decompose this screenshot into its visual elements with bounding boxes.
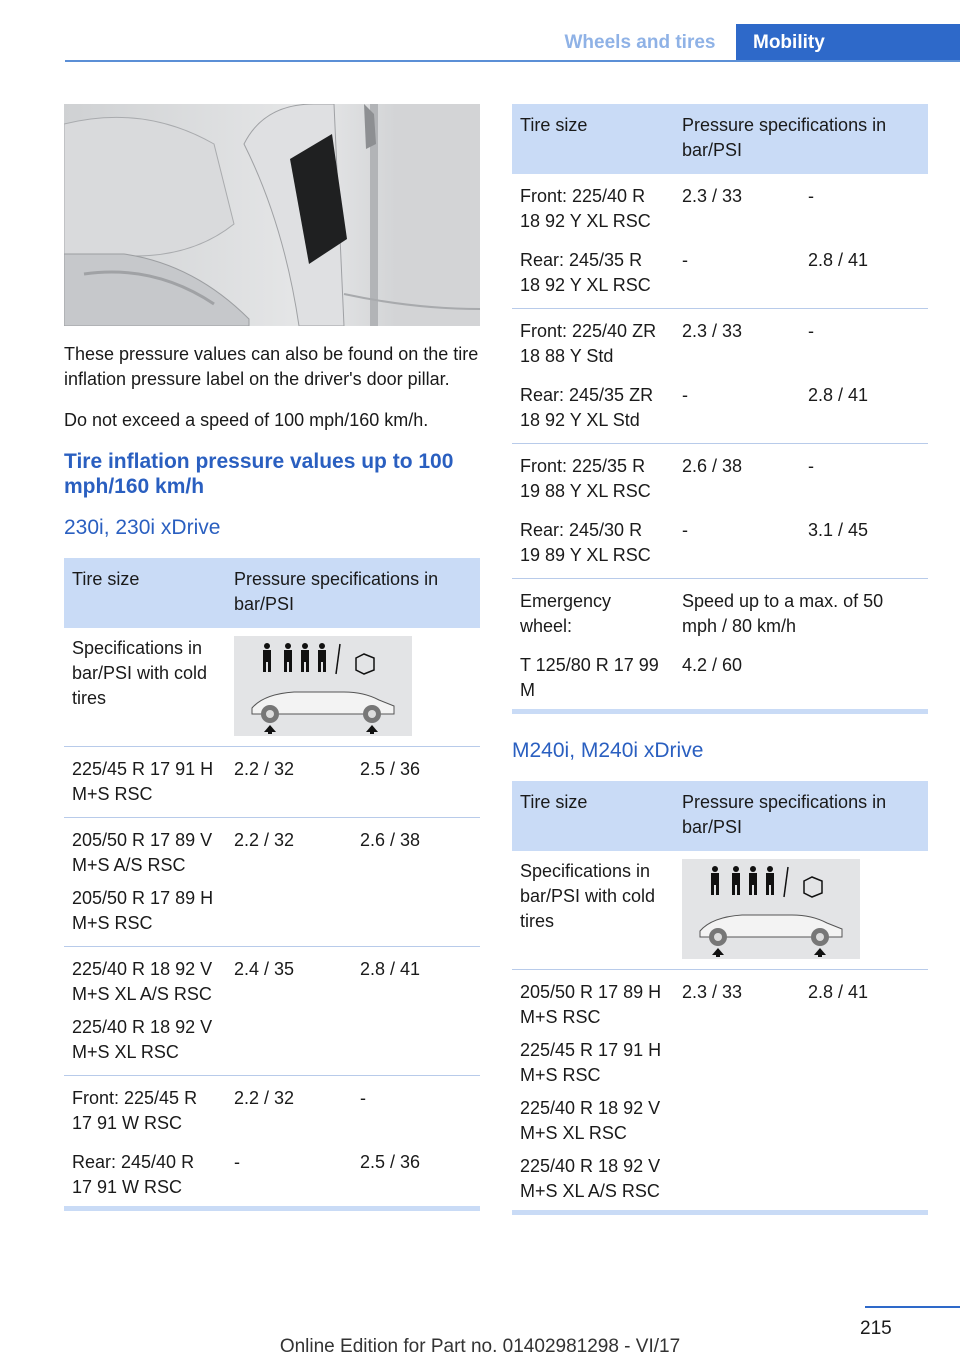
table-row xyxy=(64,1142,480,1206)
emergency-wheel-label: Emergency wheel: xyxy=(520,591,612,636)
table-row xyxy=(64,818,480,947)
table-row xyxy=(64,947,480,1076)
tire-size: 225/40 R 18 92 V M+S XL A/S RSC xyxy=(520,1156,661,1201)
pressure-value: 2.8 / 41 xyxy=(800,375,928,444)
pressure-value: 2.2 / 32 xyxy=(226,747,352,818)
spec-label: Specifications in bar/PSI with cold tires xyxy=(64,628,226,747)
pressure-value: - xyxy=(674,240,800,309)
tire-size: 205/50 R 17 89 V M+S A/S RSC xyxy=(72,830,213,875)
footer-rule xyxy=(865,1306,960,1308)
tire-size: Front: 225/35 R 19 88 Y XL RSC xyxy=(520,456,651,501)
pressure-value: 4.2 / 60 xyxy=(682,655,743,675)
left-column xyxy=(64,104,480,1211)
door-pillar-photo xyxy=(64,104,480,326)
tire-size: 225/40 R 18 92 V M+S XL RSC xyxy=(520,1098,661,1143)
emergency-speed-note: Speed up to a max. of 50 mph / 80 km/h xyxy=(682,591,884,636)
pressure-value: - xyxy=(808,321,814,341)
pressure-value: 2.8 / 41 xyxy=(808,982,869,1002)
load-condition-icon xyxy=(234,636,412,736)
tire-size: Rear: 245/40 R 17 91 W RSC xyxy=(72,1152,195,1197)
tire-size: Front: 225/45 R 17 91 W RSC xyxy=(72,1088,198,1133)
pressure-value: 2.5 / 36 xyxy=(360,1152,421,1172)
tire-size: 225/40 R 18 92 V M+S XL A/S RSC xyxy=(72,959,213,1004)
pressure-label-note: These pressure values can also be found on the tire inflation pressure label on the driver's door pillar. xyxy=(64,344,479,389)
header-section-title: Wheels and tires xyxy=(564,32,716,53)
pressure-table-m240i xyxy=(512,781,928,1210)
pressure-table-230i-continued xyxy=(512,104,928,709)
table-row xyxy=(64,747,480,818)
tire-size: 205/50 R 17 89 H M+S RSC xyxy=(72,888,214,933)
table-row xyxy=(512,645,928,709)
tire-size: 205/50 R 17 89 H M+S RSC xyxy=(520,982,662,1027)
pressure-value: - xyxy=(360,1088,366,1108)
pressure-value: 2.2 / 32 xyxy=(226,818,352,947)
table-row xyxy=(512,240,928,309)
pressure-value: - xyxy=(674,375,800,444)
table-row xyxy=(512,510,928,579)
column-header-pressure: Pressure specifications in bar/PSI xyxy=(674,781,928,851)
pressure-value: - xyxy=(234,1152,240,1172)
pressure-value: 2.6 / 38 xyxy=(352,818,480,947)
tire-size: 225/45 R 17 91 H M+S RSC xyxy=(64,747,226,818)
tire-size: Rear: 245/30 R 19 89 Y XL RSC xyxy=(512,510,674,579)
table-row xyxy=(512,375,928,444)
tire-size: Front: 225/40 ZR 18 88 Y Std xyxy=(520,321,657,366)
section-heading: Tire inflation pressure values up to 100 mph/160 km/h xyxy=(64,450,454,498)
column-header-tire-size: Tire size xyxy=(512,104,674,174)
pressure-table-230i xyxy=(64,558,480,1206)
page-number: 215 xyxy=(860,1318,892,1339)
pressure-value: 2.5 / 36 xyxy=(352,747,480,818)
pressure-value: 2.8 / 41 xyxy=(800,240,928,309)
pressure-value: 2.3 / 33 xyxy=(682,321,743,341)
pressure-value: 3.1 / 45 xyxy=(800,510,928,579)
right-column xyxy=(512,104,928,1215)
column-header-pressure: Pressure specifications in bar/PSI xyxy=(674,104,928,174)
table-row xyxy=(512,444,928,511)
table-row xyxy=(512,970,928,1211)
table-end-bar xyxy=(512,1210,928,1215)
pressure-value: 2.3 / 33 xyxy=(682,186,743,206)
tire-size: Front: 225/40 R 18 92 Y XL RSC xyxy=(520,186,651,231)
table-end-bar xyxy=(64,1206,480,1211)
pressure-value: 2.2 / 32 xyxy=(234,1088,295,1108)
table-row xyxy=(512,579,928,646)
column-header-tire-size: Tire size xyxy=(64,558,226,628)
model-heading-230i: 230i, 230i xDrive xyxy=(64,516,221,539)
header-rule xyxy=(65,60,960,62)
tire-size: 225/40 R 18 92 V M+S XL RSC xyxy=(72,1017,213,1062)
spec-label: Specifications in bar/PSI with cold tires xyxy=(512,851,674,970)
table-row xyxy=(512,174,928,240)
pressure-value: - xyxy=(808,456,814,476)
edition-note: Online Edition for Part no. 01402981298 - VI/17 xyxy=(279,1336,681,1357)
pressure-value: - xyxy=(808,186,814,206)
table-row xyxy=(64,1076,480,1143)
speed-limit-note: Do not exceed a speed of 100 mph/160 km/h. xyxy=(64,410,429,430)
tire-size: T 125/80 R 17 99 M xyxy=(520,655,659,700)
model-heading-m240i: M240i, M240i xDrive xyxy=(512,739,704,762)
pressure-value: 2.4 / 35 xyxy=(226,947,352,1076)
tire-size: Rear: 245/35 ZR 18 92 Y XL Std xyxy=(512,375,674,444)
tire-size: 225/45 R 17 91 H M+S RSC xyxy=(520,1040,662,1085)
header-chapter-tab: Mobility xyxy=(736,24,960,61)
pressure-value: 2.3 / 33 xyxy=(682,982,743,1002)
load-condition-icon xyxy=(682,859,860,959)
column-header-pressure: Pressure specifications in bar/PSI xyxy=(226,558,480,628)
pressure-value: - xyxy=(674,510,800,579)
table-row xyxy=(512,309,928,376)
pressure-value: 2.6 / 38 xyxy=(682,456,743,476)
column-header-tire-size: Tire size xyxy=(512,781,674,851)
pressure-value: 2.8 / 41 xyxy=(352,947,480,1076)
tire-size: Rear: 245/35 R 18 92 Y XL RSC xyxy=(512,240,674,309)
